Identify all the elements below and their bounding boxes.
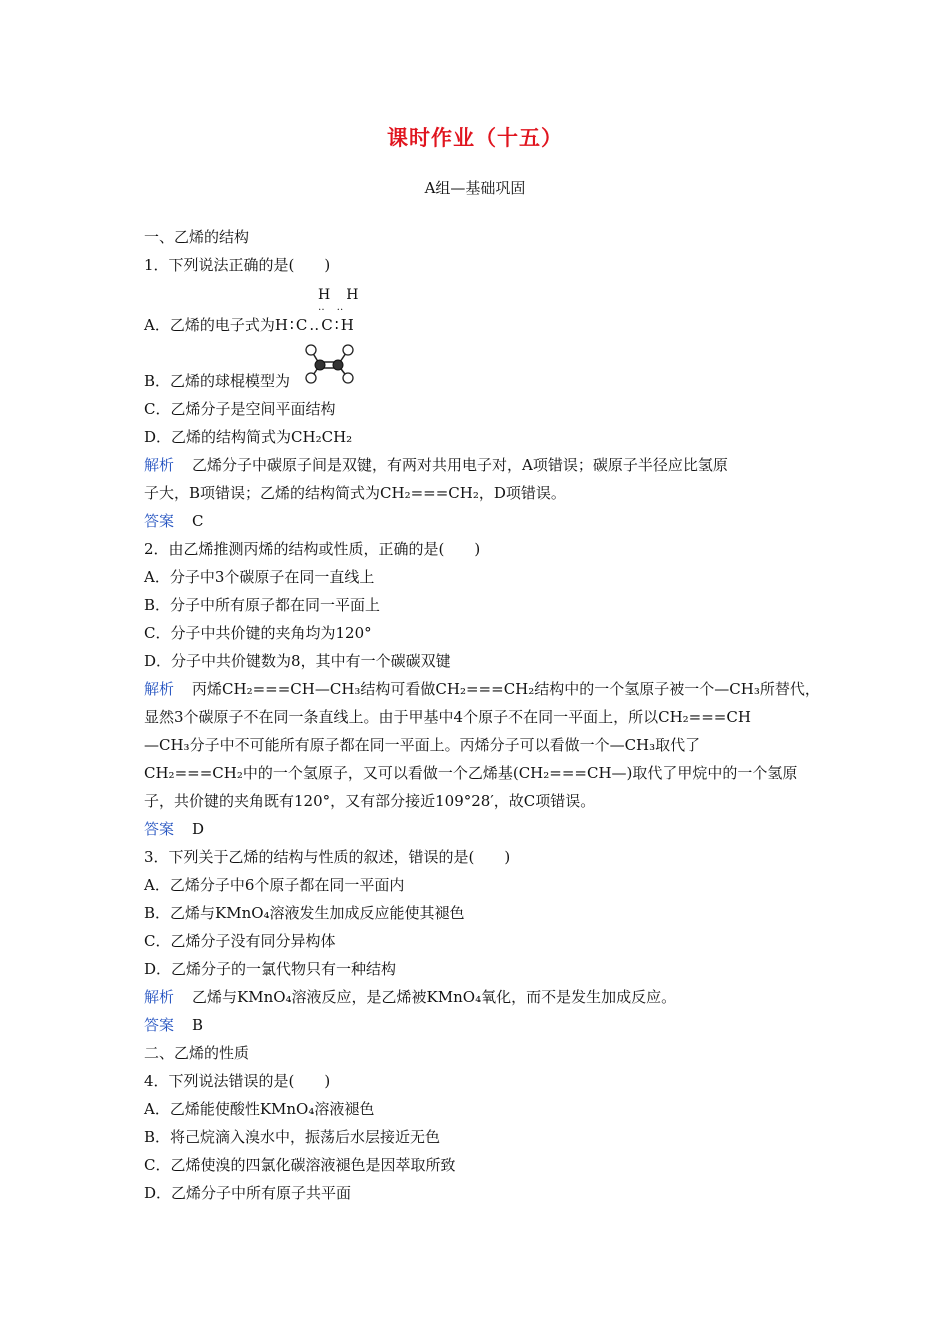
- analysis-text: 丙烯CH₂===CH—CH₃结构可看做CH₂===CH₂结构中的一个氢原子被一个—CH₃所替代，: [192, 680, 820, 698]
- question-2-analysis-5: 子，共价键的夹角既有120°，又有部分接近109°28′，故C项错误。: [144, 792, 596, 810]
- answer-label: 答案: [144, 1016, 175, 1034]
- answer-label: 答案: [144, 820, 175, 838]
- question-3-stem: 3．下列关于乙烯的结构与性质的叙述，错误的是( ): [144, 848, 511, 866]
- analysis-label: 解析: [144, 988, 175, 1006]
- question-2-analysis-4: CH₂===CH₂中的一个氢原子，又可以看做一个乙烯基(CH₂===CH—)取代了甲烷中的一个氢原: [144, 764, 798, 782]
- question-1-answer: [144, 510, 204, 532]
- page-title: 课时作业（十五）: [387, 126, 563, 150]
- question-1-stem: 1．下列说法正确的是( ): [144, 256, 331, 274]
- question-2-option-a: A．分子中3个碳原子在同一直线上: [144, 568, 375, 586]
- question-1-option-a: [144, 314, 356, 336]
- question-4-option-a: A．乙烯能使酸性KMnO₄溶液褪色: [144, 1100, 375, 1118]
- analysis-text: 乙烯分子中碳原子间是双键，有两对共用电子对，A项错误；碳原子半径应比氢原: [192, 456, 728, 474]
- question-4-stem: 4．下列说法错误的是( ): [144, 1072, 331, 1090]
- question-1-analysis-1: [144, 454, 728, 476]
- question-2-option-c: C．分子中共价键的夹角均为120°: [144, 624, 372, 642]
- answer-value: B: [192, 1016, 204, 1034]
- question-1-analysis-2: 子大，B项错误；乙烯的结构简式为CH₂===CH₂，D项错误。: [144, 484, 566, 502]
- question-2-answer: [144, 818, 204, 840]
- question-4-option-d: D．乙烯分子中所有原子共平面: [144, 1184, 352, 1202]
- question-4-option-b: B．将己烷滴入溴水中，振荡后水层接近无色: [144, 1128, 441, 1146]
- ball-stick-model-icon: [300, 343, 360, 385]
- question-3-answer: [144, 1014, 203, 1036]
- question-3-option-a: A．乙烯分子中6个原子都在同一平面内: [144, 876, 405, 894]
- question-3-option-d: D．乙烯分子的一氯代物只有一种结构: [144, 960, 397, 978]
- question-1-option-b: B．乙烯的球棍模型为: [144, 372, 291, 390]
- analysis-label: 解析: [144, 680, 175, 698]
- section-heading-properties: 二、乙烯的性质: [144, 1044, 250, 1062]
- electron-formula: H∶C‥C∶H: [274, 316, 356, 334]
- question-3-option-c: C．乙烯分子没有同分异构体: [144, 932, 336, 950]
- question-1-option-d: D．乙烯的结构简式为CH₂CH₂: [144, 428, 353, 446]
- analysis-label: 解析: [144, 456, 175, 474]
- question-2-option-d: D．分子中共价键数为8，其中有一个碳碳双键: [144, 652, 451, 670]
- question-2-analysis-1: [144, 678, 820, 700]
- answer-label: 答案: [144, 512, 175, 530]
- answer-value: D: [192, 820, 205, 838]
- question-2-option-b: B．分子中所有原子都在同一平面上: [144, 596, 381, 614]
- electron-formula-top: H H: [318, 287, 360, 303]
- question-3-option-b: B．乙烯与KMnO₄溶液发生加成反应能使其褪色: [144, 904, 465, 922]
- option-a-text: A．乙烯的电子式为: [144, 316, 275, 334]
- question-4-option-c: C．乙烯使溴的四氯化碳溶液褪色是因萃取所致: [144, 1156, 456, 1174]
- analysis-text: 乙烯与KMnO₄溶液反应，是乙烯被KMnO₄氧化，而不是发生加成反应。: [192, 988, 677, 1006]
- question-2-stem: 2．由乙烯推测丙烯的结构或性质，正确的是( ): [144, 540, 481, 558]
- question-2-analysis-2: 显然3个碳原子不在同一条直线上。由于甲基中4个原子不在同一平面上，所以CH₂===CH: [144, 708, 751, 726]
- question-3-analysis-1: [144, 986, 676, 1008]
- electron-formula-dots: ‥ ‥: [318, 302, 345, 313]
- answer-value: C: [192, 512, 204, 530]
- section-heading-structure: 一、乙烯的结构: [144, 228, 250, 246]
- section-subtitle: A组—基础巩固: [424, 179, 526, 197]
- question-1-option-c: C．乙烯分子是空间平面结构: [144, 400, 336, 418]
- question-2-analysis-3: —CH₃分子中不可能所有原子都在同一平面上。丙烯分子可以看做一个—CH₃取代了: [144, 736, 701, 754]
